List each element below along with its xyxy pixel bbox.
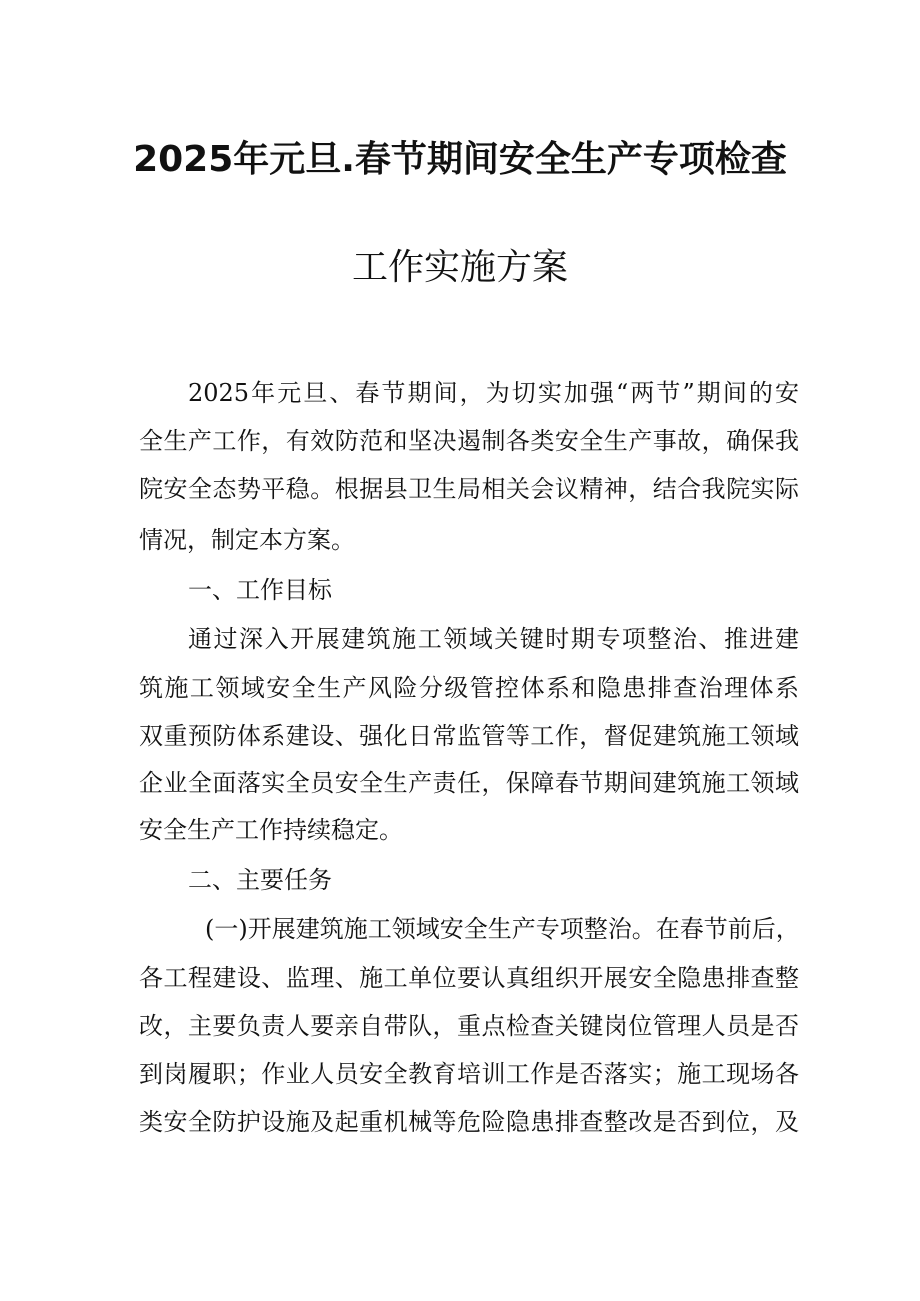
tasks-paragraph-line: 改，主要负责人要亲自带队，重点检查关键岗位管理人员是否 xyxy=(139,1012,799,1040)
intro-line: 全生产工作，有效防范和坚决遏制各类安全生产事故，确保我 xyxy=(139,427,799,455)
tasks-paragraph-line: 各工程建设、监理、施工单位要认真组织开展安全隐患排查整 xyxy=(139,964,799,992)
tasks-paragraph-line: 类安全防护设施及起重机械等危险隐患排查整改是否到位，及 xyxy=(139,1108,799,1136)
goals-paragraph-line: 双重预防体系建设、强化日常监管等工作，督促建筑施工领域 xyxy=(139,722,799,750)
goals-paragraph-line: 安全生产工作持续稳定。 xyxy=(139,816,403,844)
section-heading-goals: 一、工作目标 xyxy=(188,576,332,604)
section-heading-tasks: 二、主要任务 xyxy=(188,866,332,894)
goals-paragraph-line: 通过深入开展建筑施工领域关键时期专项整治、推进建 xyxy=(188,625,799,653)
document-title-line-2: 工作实施方案 xyxy=(351,247,568,288)
goals-paragraph-line: 企业全面落实全员安全生产责任，保障春节期间建筑施工领域 xyxy=(139,769,799,797)
intro-line: 院安全态势平稳。根据县卫生局相关会议精神，结合我院实际 xyxy=(139,475,799,503)
tasks-paragraph-line: (一)开展建筑施工领域安全生产专项整治。在春节前后， xyxy=(205,915,800,943)
document-title-line-1: 2025年元旦.春节期间安全生产专项检查 xyxy=(133,139,787,180)
intro-line: 2025年元旦、春节期间，为切实加强“两节”期间的安 xyxy=(188,379,799,407)
goals-paragraph-line: 筑施工领域安全生产风险分级管控体系和隐患排查治理体系 xyxy=(139,674,799,702)
intro-line: 情况，制定本方案。 xyxy=(139,526,355,554)
tasks-paragraph-line: 到岗履职；作业人员安全教育培训工作是否落实；施工现场各 xyxy=(139,1060,799,1088)
